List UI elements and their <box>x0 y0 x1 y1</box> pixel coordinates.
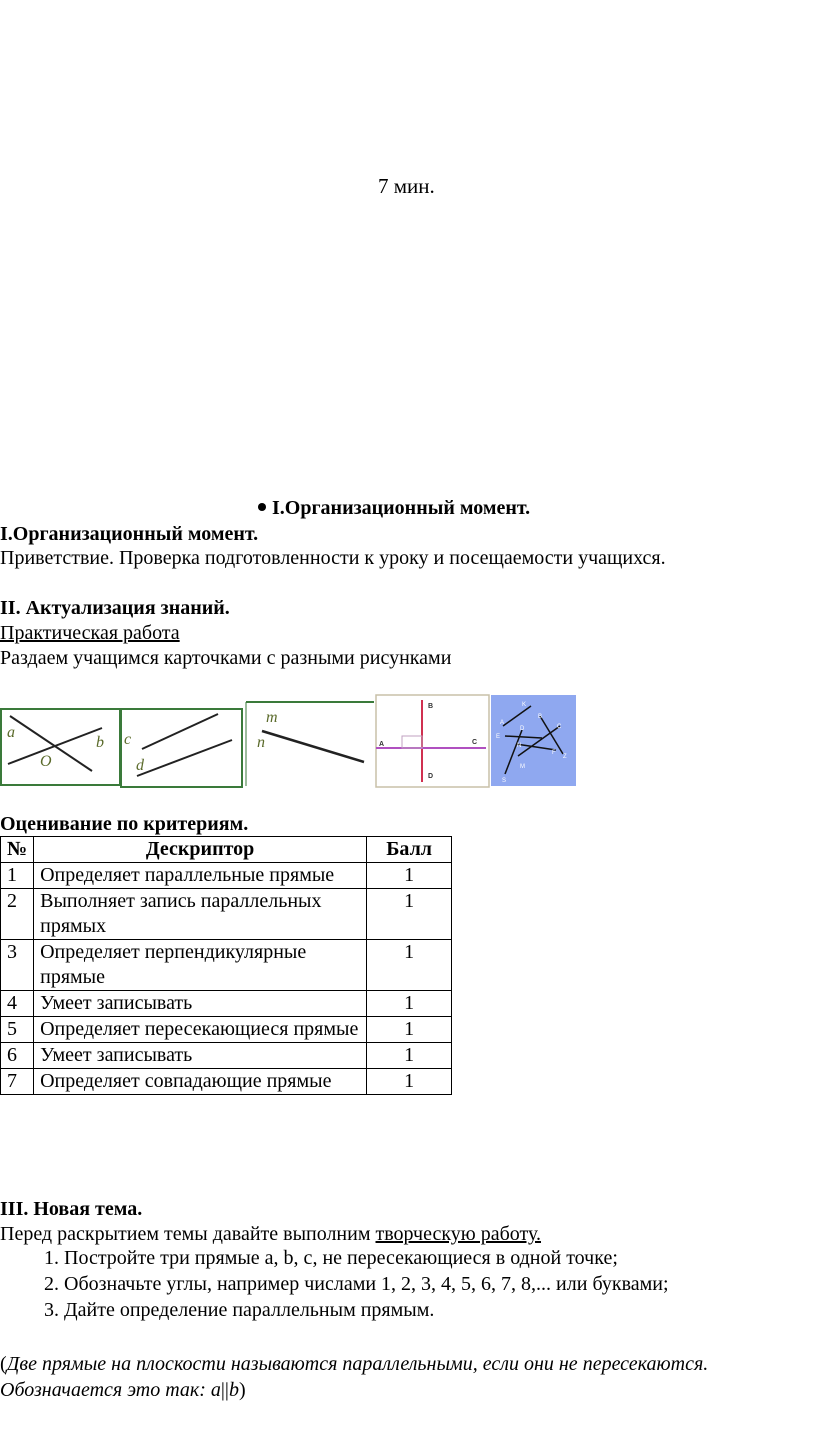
row-number: 7 <box>1 1069 34 1095</box>
notation-parallel: || <box>220 1379 229 1401</box>
section3-intro <box>0 1223 541 1246</box>
row-number: 5 <box>1 1017 34 1043</box>
figure-lines-mn <box>246 702 374 786</box>
row-descriptor: Определяет параллельные прямые <box>34 863 367 889</box>
figure-parallel-lines <box>121 709 242 787</box>
row-number: 6 <box>1 1043 34 1069</box>
table-row <box>1 1069 452 1095</box>
fig5-label-z: Z <box>563 754 567 760</box>
fig5-label-k: K <box>522 702 527 708</box>
definition-line-2: Обозначается это так: a||b) <box>0 1379 246 1401</box>
section2-subtitle: Практическая работа <box>0 622 180 644</box>
section3-intro-text: Перед раскрытием темы давайте выполним <box>0 1223 376 1245</box>
row-descriptor: Умеет записывать <box>34 1043 367 1069</box>
fig5-label-e: E <box>496 734 501 740</box>
notation-b: b <box>228 1379 239 1401</box>
row-number: 2 <box>1 889 34 940</box>
header-number: № <box>1 837 34 863</box>
row-descriptor: Умеет записывать <box>34 991 367 1017</box>
figure-segments-card <box>491 695 576 786</box>
table-header-row <box>1 837 452 863</box>
row-descriptor: Выполняет запись параллельных прямых <box>34 889 367 940</box>
section2-title: II. Актуализация знаний. <box>0 597 230 619</box>
list-item: 1. Постройте три прямые a, b, c, не пересекающиеся в одной точке; <box>64 1245 669 1271</box>
table-row <box>1 889 452 940</box>
criteria-table <box>0 836 452 1095</box>
fig1-label-b: b <box>96 734 104 751</box>
row-score: 1 <box>367 1069 452 1095</box>
section3-title: III. Новая тема. <box>0 1198 143 1220</box>
fig3-label-n: n <box>257 734 265 751</box>
fig5-label-d: D <box>520 726 525 732</box>
figure-cards <box>0 694 580 789</box>
table-row <box>1 940 452 991</box>
row-descriptor: Определяет перпендикулярные прямые <box>34 940 367 991</box>
figure-perpendicular-lines <box>376 695 489 787</box>
row-score: 1 <box>367 991 452 1017</box>
section2-text: Раздаем учащимся карточками с разными рисунками <box>0 647 452 669</box>
fig4-label-a: A <box>379 741 385 748</box>
row-number: 4 <box>1 991 34 1017</box>
fig4-label-d: D <box>428 773 434 780</box>
fig2-label-c: c <box>124 731 132 748</box>
row-descriptor: Определяет пересекающиеся прямые <box>34 1017 367 1043</box>
definition-notation-prefix: Обозначается это так: <box>0 1379 211 1401</box>
row-score: 1 <box>367 863 452 889</box>
section3-intro-link: творческую работу. <box>375 1223 541 1245</box>
table-row <box>1 1017 452 1043</box>
task-list <box>0 1245 669 1323</box>
figure-intersecting-lines <box>1 709 120 785</box>
fig5-label-c: C <box>557 724 562 730</box>
definition-text: Две прямые на плоскости называются параллельными, если они не пересекаются. <box>6 1353 709 1375</box>
notation-a: a <box>210 1379 221 1401</box>
table-row <box>1 1043 452 1069</box>
row-score: 1 <box>367 1017 452 1043</box>
row-descriptor: Определяет совпадающие прямые <box>34 1069 367 1095</box>
fig5-label-m: M <box>520 764 525 770</box>
header-descriptor: Дескриптор <box>34 837 367 863</box>
row-number: 3 <box>1 940 34 991</box>
row-number: 1 <box>1 863 34 889</box>
definition-line-1: (Две прямые на плоскости называются параллельными, если они не пересекаются. <box>0 1353 709 1375</box>
section1-text: Приветствие. Проверка подготовленности к уроку и посещаемости учащихся. <box>0 547 666 569</box>
row-score: 1 <box>367 940 452 991</box>
table-row <box>1 863 452 889</box>
bullet-heading <box>258 497 530 520</box>
fig5-label-b: B <box>538 714 543 720</box>
fig4-label-b: B <box>428 703 434 710</box>
fig5-label-a: A <box>500 720 505 726</box>
fig5-label-s: S <box>502 778 507 784</box>
section1-title: I.Организационный момент. <box>0 523 259 545</box>
fig4-label-c: C <box>472 739 478 746</box>
row-score: 1 <box>367 889 452 940</box>
list-item: 3. Дайте определение параллельным прямым. <box>64 1297 669 1323</box>
bullet-icon <box>258 503 266 511</box>
fig1-label-o: O <box>40 753 52 770</box>
list-item: 2. Обозначьте углы, например числами 1, 2, 3, 4, 5, 6, 7, 8,... или буквами; <box>64 1271 669 1297</box>
fig3-label-m: m <box>266 709 278 726</box>
row-score: 1 <box>367 1043 452 1069</box>
bullet-heading-text: I.Организационный момент. <box>272 497 531 519</box>
fig2-label-d: d <box>136 757 144 774</box>
fig5-label-n: N <box>517 743 522 749</box>
time-label: 7 мин. <box>378 174 435 198</box>
table-row <box>1 991 452 1017</box>
fig5-label-f: F <box>552 750 556 756</box>
criteria-title: Оценивание по критериям. <box>0 813 249 835</box>
header-score: Балл <box>367 837 452 863</box>
fig1-label-a: a <box>7 724 15 741</box>
